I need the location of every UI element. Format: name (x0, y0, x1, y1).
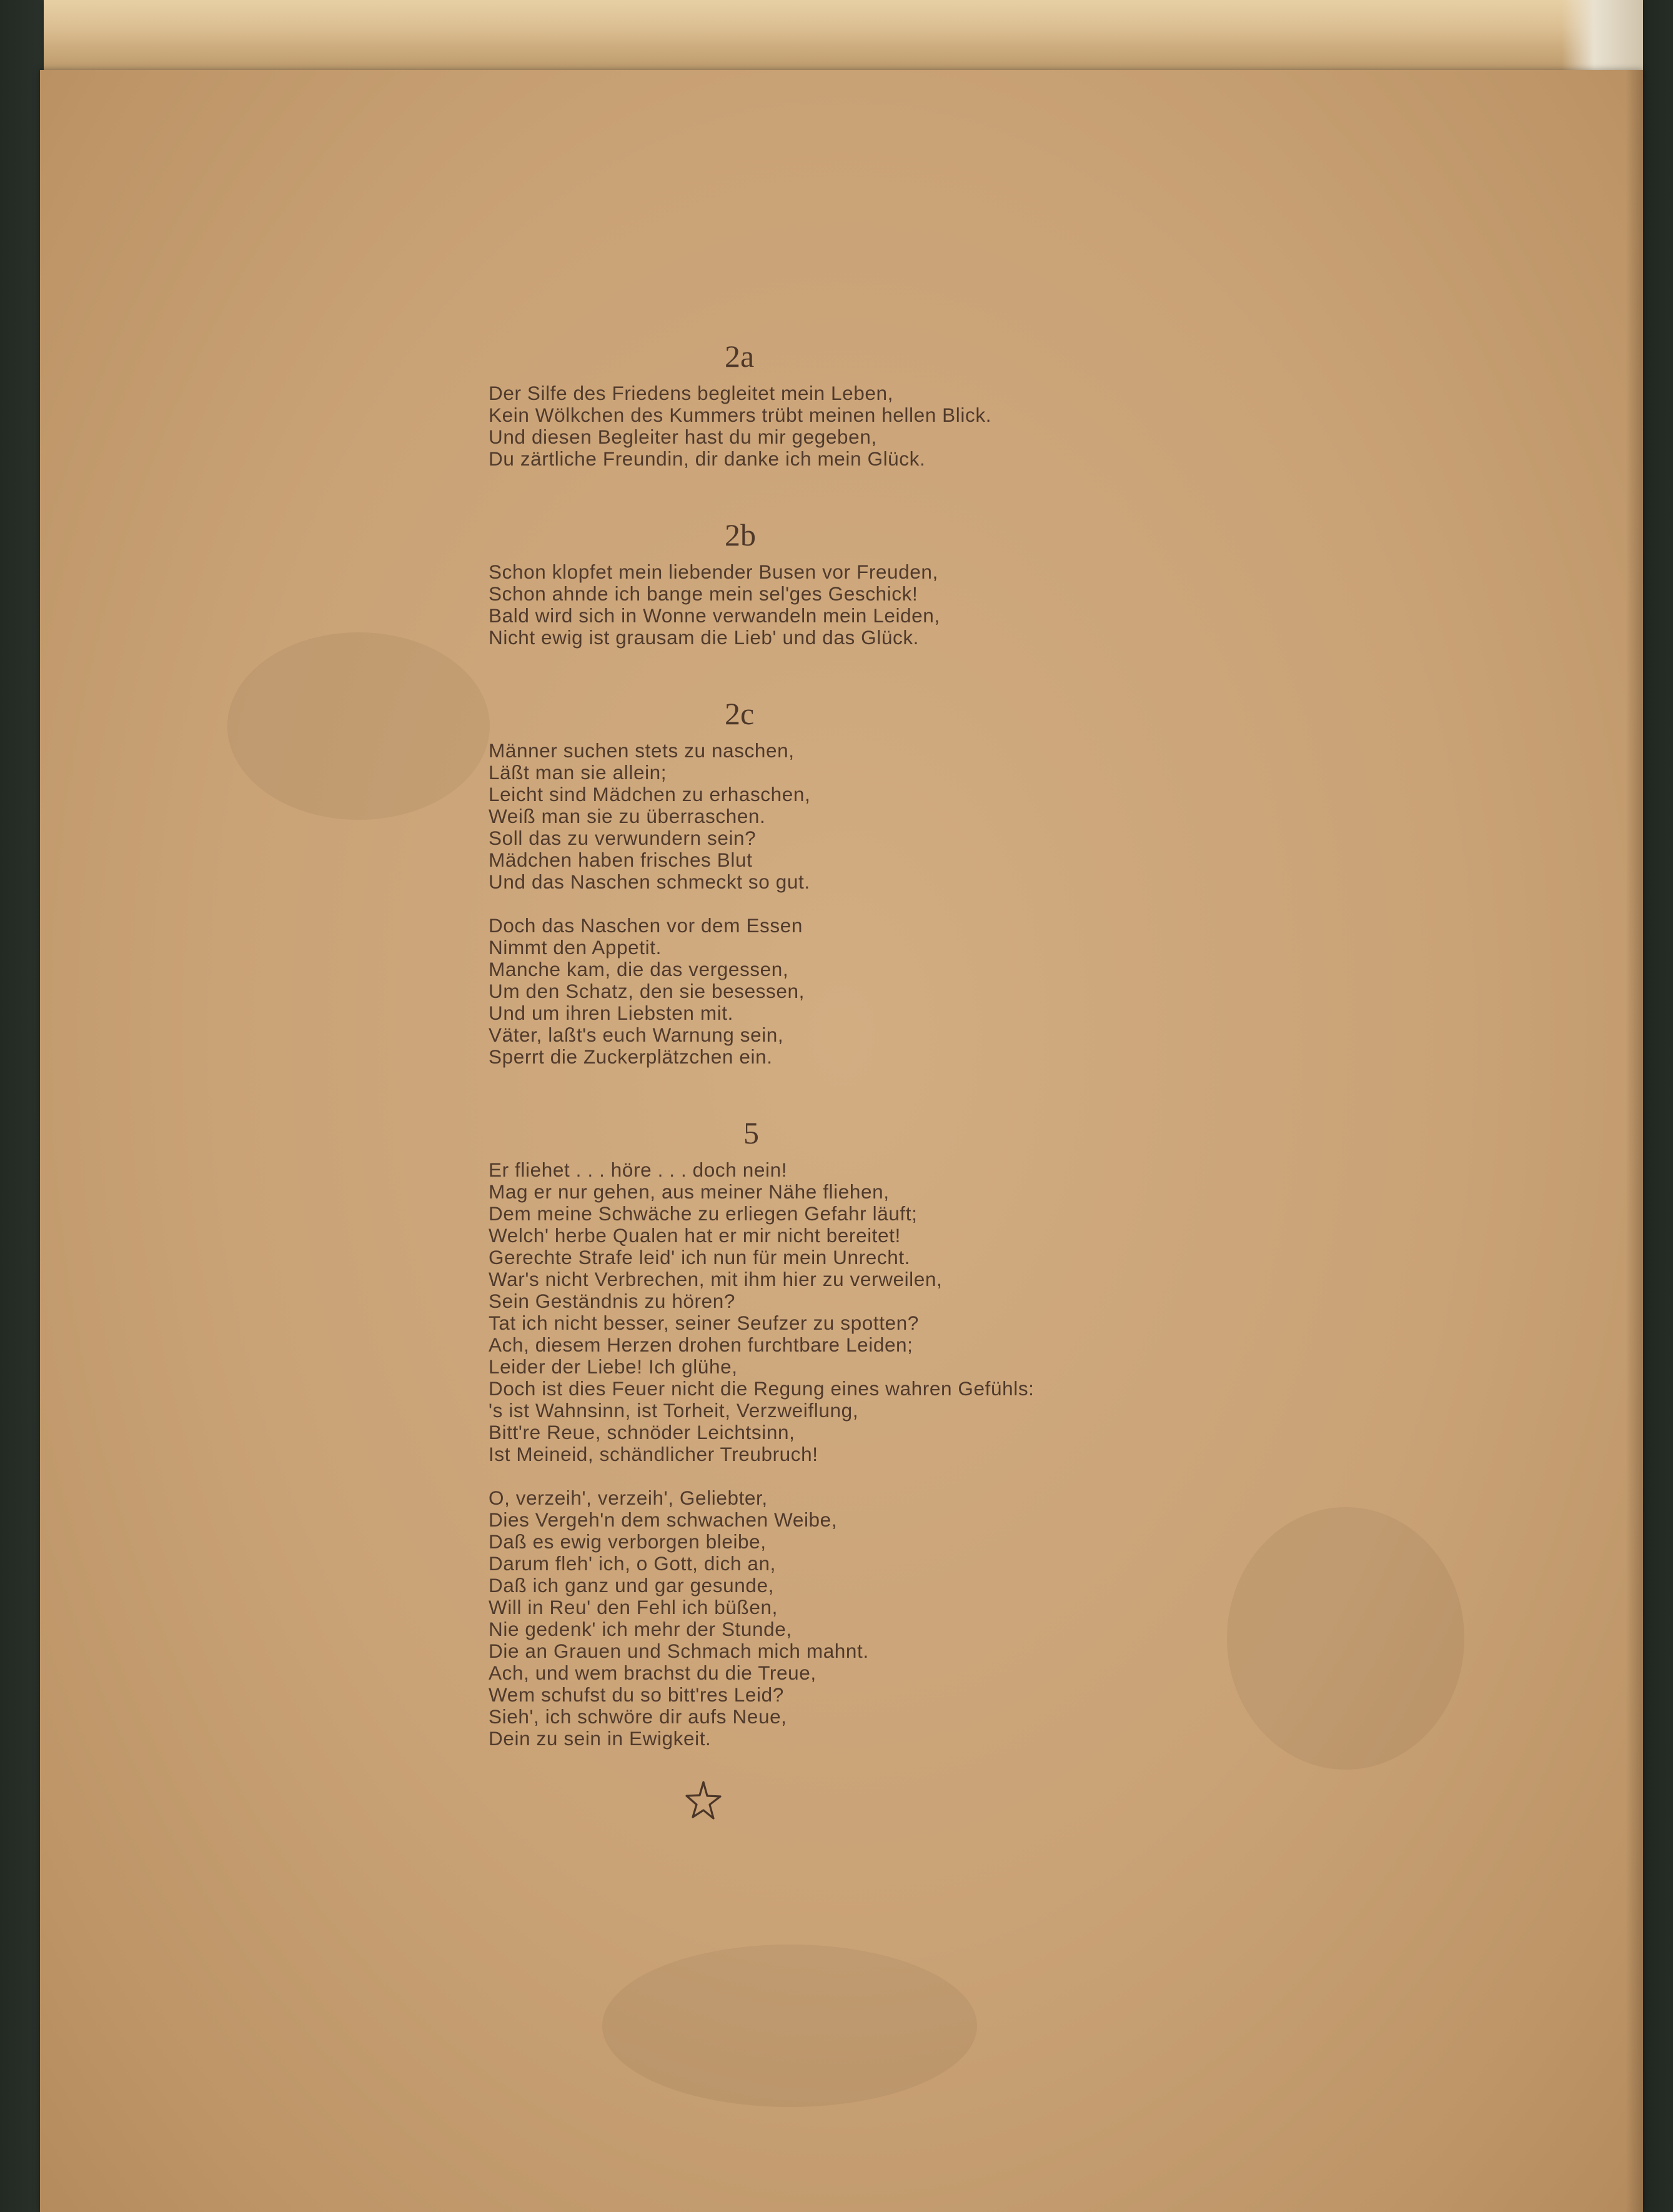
verse-line: Die an Grauen und Schmach mich mahnt. (489, 1640, 869, 1662)
verse-line: Tat ich nicht besser, seiner Seufzer zu spotten? (489, 1312, 919, 1334)
verse-line: Dein zu sein in Ewigkeit. (489, 1727, 712, 1750)
verse-line: Doch ist dies Feuer nicht die Regung eines wahren Gefühls: (489, 1377, 1035, 1400)
verse-line: Ach, diesem Herzen drohen furchtbare Leiden; (489, 1333, 913, 1356)
verse-line: 's ist Wahnsinn, ist Torheit, Verzweiflung, (489, 1399, 859, 1422)
verse-line: Leicht sind Mädchen zu erhaschen, (489, 783, 811, 805)
verse-line: Nie gedenk' ich mehr der Stunde, (489, 1618, 792, 1640)
verse-line: Darum fleh' ich, o Gott, dich an, (489, 1552, 777, 1575)
paper-stain (602, 1945, 977, 2107)
verse-line: Du zärtliche Freundin, dir danke ich mein Glück. (489, 447, 926, 470)
section-gap (489, 1068, 1363, 1114)
verse-line: Kein Wölkchen des Kummers trübt meinen hellen Blick. (489, 404, 992, 426)
verse-line: Mädchen haben frisches Blut (489, 849, 753, 871)
section-gap (489, 470, 1363, 516)
star-icon (685, 1780, 722, 1821)
verse-line: Um den Schatz, den sie besessen, (489, 980, 805, 1002)
verse-line: Sperrt die Zuckerplätzchen ein. (489, 1045, 773, 1068)
section-number: 5 (743, 1115, 759, 1150)
verse-line: Gerechte Strafe leid' ich nun für mein Unrecht. (489, 1246, 911, 1268)
stanza-gap (489, 893, 1363, 915)
verse-line: Will in Reu' den Fehl ich büßen, (489, 1596, 778, 1618)
stanza-gap (489, 1465, 1363, 1487)
verse-line: Und um ihren Liebsten mit. (489, 1002, 734, 1024)
verse-line: Er fliehet . . . höre . . . doch nein! (489, 1158, 788, 1181)
verse-line: Manche kam, die das vergessen, (489, 958, 789, 980)
verse-line: Daß ich ganz und gar gesunde, (489, 1574, 774, 1597)
verse-line: Nimmt den Appetit. (489, 936, 662, 959)
verse-line: Bald wird sich in Wonne verwandeln mein Leiden, (489, 604, 940, 627)
verse-line: Soll das zu verwundern sein? (489, 827, 757, 849)
verse-line: Leider der Liebe! Ich glühe, (489, 1355, 738, 1378)
verse-line: Väter, laßt's euch Warnung sein, (489, 1024, 784, 1046)
verse-line: War's nicht Verbrechen, mit ihm hier zu verweilen, (489, 1268, 943, 1290)
verse-line: Männer suchen stets zu naschen, (489, 739, 795, 762)
verse-line: Läßt man sie allein; (489, 761, 667, 784)
section-number: 2c (725, 696, 755, 731)
verse-line: Daß es ewig verborgen bleibe, (489, 1530, 767, 1553)
section-gap (489, 649, 1363, 695)
section-number: 2a (725, 339, 755, 374)
verse-line: Dem meine Schwäche zu erliegen Gefahr läuft; (489, 1202, 918, 1225)
verse-line: Dies Vergeh'n dem schwachen Weibe, (489, 1508, 838, 1531)
section-number: 2b (725, 517, 756, 552)
verse-line: Und das Naschen schmeckt so gut. (489, 870, 810, 893)
verse-line: Nicht ewig ist grausam die Lieb' und das Glück. (489, 626, 920, 649)
verse-line: Sein Geständnis zu hören? (489, 1290, 735, 1312)
verse-line: Weiß man sie zu überraschen. (489, 805, 766, 827)
verse-line: O, verzeih', verzeih', Geliebter, (489, 1487, 768, 1509)
verse-line: Schon klopfet mein liebender Busen vor Freuden, (489, 560, 938, 583)
verse-line: Und diesen Begleiter hast du mir gegeben, (489, 426, 877, 448)
verse-line: Der Silfe des Friedens begleitet mein Leben, (489, 382, 894, 404)
verse-line: Ach, und wem brachst du die Treue, (489, 1661, 817, 1684)
verse-line: Welch' herbe Qualen hat er mir nicht bereitet! (489, 1224, 901, 1247)
verse-line: Bitt're Reue, schnöder Leichtsinn, (489, 1421, 795, 1443)
paper-stain (227, 632, 490, 820)
verse-line: Schon ahnde ich bange mein sel'ges Geschick! (489, 582, 918, 605)
verse-line: Sieh', ich schwöre dir aufs Neue, (489, 1705, 787, 1728)
verse-line: Wem schufst du so bitt'res Leid? (489, 1683, 784, 1706)
verse-line: Mag er nur gehen, aus meiner Nähe fliehen, (489, 1180, 890, 1203)
top-folded-strip (44, 0, 1643, 77)
song-text (489, 337, 1363, 1750)
verse-line: Doch das Naschen vor dem Essen (489, 914, 803, 937)
edge-stain (1562, 0, 1643, 75)
verse-line: Ist Meineid, schändlicher Treubruch! (489, 1443, 818, 1465)
